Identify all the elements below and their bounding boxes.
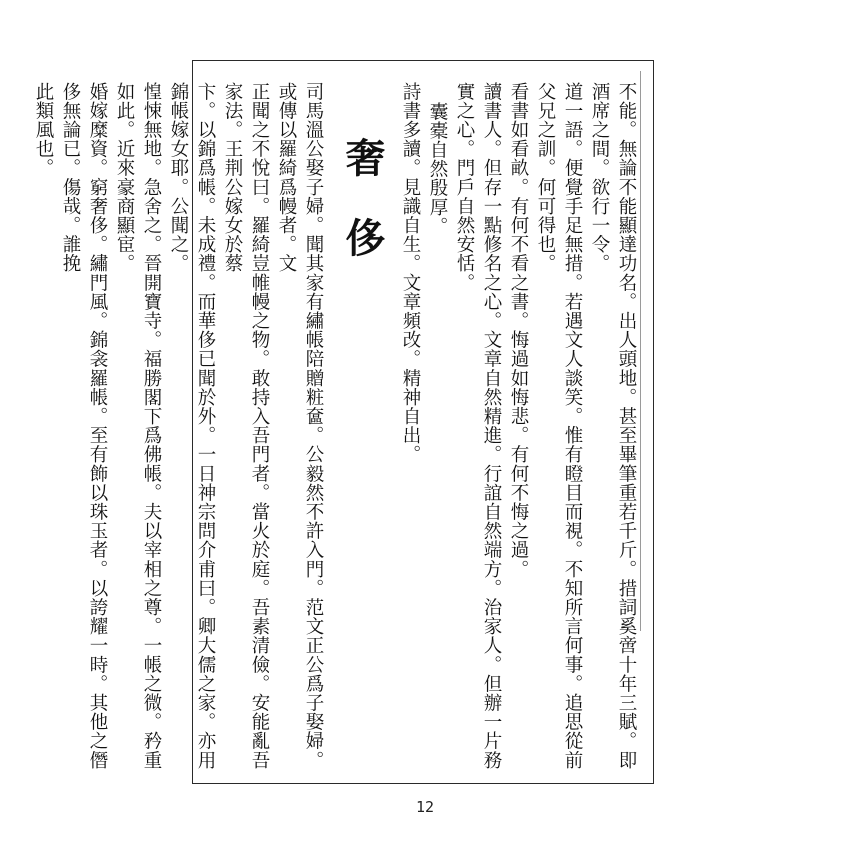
- text-column: 讀書人。但存一點修名之心。文章自然精進。行誼自然端方。治家人。但辦一片務實之心。門戶自然安恬。: [454, 82, 502, 770]
- text-column: 惶悚無地。急舍之。晉開寶寺。福勝閣下爲佛帳。夫以宰相之尊。一帳之微。矜重如此。近來豪商顯宦。: [114, 82, 162, 770]
- page-number: 12: [415, 798, 435, 816]
- text-column: 卞。以錦爲帳。未成禮。而華侈已聞於外。一日神宗問介甫曰。卿大儒之家。亦用錦帳嫁女耶。公聞之。: [168, 82, 216, 770]
- text-column: 囊橐自然殷厚。: [427, 102, 448, 236]
- text-column: 婚嫁糜資。窮奢侈。繡門風。錦衾羅帳。至有飾以珠玉者。以誇耀一時。其他之僭侈無論已。傷哉。誰挽: [60, 82, 108, 770]
- text-column: 看書如看畝。有何不看之書。悔過如悔悲。有何不悔之過。: [508, 82, 529, 579]
- section-title: 奢侈: [339, 137, 386, 297]
- text-column: 此類風也。: [33, 82, 54, 178]
- text-column: 詩書多讀。見識自生。文章頻改。精神自出。: [400, 82, 421, 464]
- vertical-text-block: [30, 82, 640, 772]
- text-column: 不能。無論不能顯達功名。出人頭地。甚至畢筆重若千斤。措詞奚啻十年三賦。即酒席之間。欲行一令。: [589, 82, 637, 770]
- text-column: 正聞之不悅曰。羅綺豈帷幔之物。敢持入吾門者。當火於庭。吾素清儉。安能亂吾家法。王荆公嫁女於蔡: [222, 82, 270, 770]
- text-column: 司馬溫公娶子婦。聞其家有繡帳陪贈粧奩。公毅然不許入門。范文正公爲子娶婦。或傳以羅綺爲幔者。文: [276, 82, 324, 770]
- text-column: 道一語。便覺手足無措。若遇文人談笑。惟有瞪目而視。不知所言何事。追思從前父兄之訓。何可得也。: [535, 82, 583, 770]
